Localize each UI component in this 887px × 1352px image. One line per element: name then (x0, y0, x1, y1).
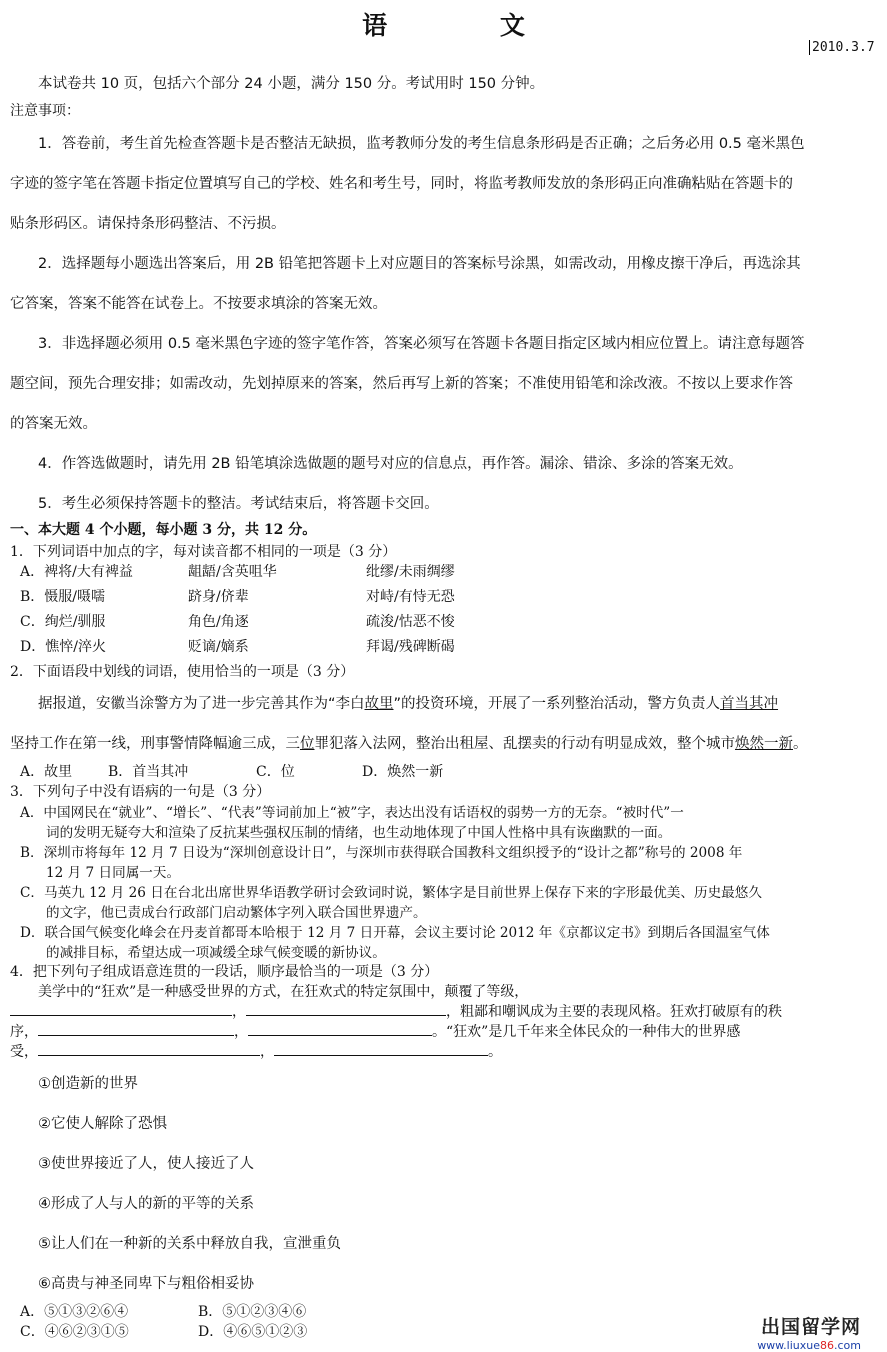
q4-blank (246, 1001, 446, 1016)
exam-date: 2010.3.7 (809, 40, 875, 55)
q1-option-d-1: D．憔悴/淬火 (20, 639, 106, 655)
q1-option-b-3: 对峙/有恃无恐 (366, 589, 455, 605)
q4-text: 序， (10, 1024, 38, 1040)
q4-option-a: A．⑤①③②⑥④ (20, 1304, 129, 1320)
q3-option-a-line-2: 词的发明无疑夸大和渲染了反抗某些强权压制的情绪，也生动地体现了中国人性格中具有诙幽默的一面。 (46, 825, 672, 841)
q3-option-d-line-2: 的减排目标，希望达成一项减缓全球气候变暖的新协议。 (46, 945, 386, 961)
q2-text: 据报道，安徽当涂警方为了进一步完善其作为“李白 (38, 696, 365, 712)
q4-passage-line-4 (10, 1041, 502, 1061)
note-1-line-2: 字迹的签字笔在答题卡指定位置填写自己的学校、姓名和考生号，同时，将监考教师发放的条形码正向准确粘贴在答题卡的 (10, 176, 793, 192)
watermark-url-part: 86 (820, 1339, 834, 1352)
q1-option-a-1: A．裨将/大有裨益 (20, 564, 133, 580)
q2-option-c: C．位 (256, 764, 295, 780)
q3-option-c-line-2: 的文字，他已责成台行政部门启动繁体字列入联合国世界遗产。 (46, 905, 427, 921)
q1-option-c-2: 角色/角逐 (188, 614, 249, 630)
q2-paragraph-line-1 (38, 692, 778, 713)
note-2-line-1: 2．选择题每小题选出答案后，用 2B 铅笔把答题卡上对应题目的答案标号涂黑，如需改动，用橡皮擦干净后，再选涂其 (38, 256, 801, 272)
watermark-url-part: www.liuxue (757, 1339, 820, 1352)
q4-comma: ， (234, 1024, 248, 1040)
note-4-line-1: 4．作答选做题时，请先用 2B 铅笔填涂选做题的题号对应的信息点，再作答。漏涂、错涂、多涂的答案无效。 (38, 456, 743, 472)
q1-option-b-1: B．慑服/嗫嚅 (20, 589, 106, 605)
q4-option-d: D．④⑥⑤①②③ (198, 1324, 308, 1340)
watermark-url (757, 1339, 861, 1352)
page-title: 语 文 (362, 11, 577, 40)
q2-option-b: B．首当其冲 (108, 764, 189, 780)
note-5-line-1: 5．考生必须保持答题卡的整洁。考试结束后，将答题卡交回。 (38, 496, 439, 512)
q4-passage-line-2 (10, 1001, 782, 1021)
q4-blank (38, 1041, 260, 1056)
q2-underlined-word: 首当其冲 (720, 696, 779, 712)
note-3-line-1: 3．非选择题必须用 0.5 毫米黑色字迹的签字笔作答，答案必须写在答题卡各题目指定区域内相应位置上。请注意每题答 (38, 336, 805, 352)
q2-text: 坚持工作在第一线，刑事警情降幅逾三成，三 (10, 736, 300, 752)
note-1-line-3: 贴条形码区。请保持条形码整洁、不污损。 (10, 216, 286, 232)
q1-option-a-2: 龃龉/含英咀华 (188, 564, 277, 580)
q1-option-b-2: 跻身/侪辈 (188, 589, 249, 605)
q4-blank (10, 1001, 232, 1016)
note-2-line-2: 它答案，答案不能答在试卷上。不按要求填涂的答案无效。 (10, 296, 387, 312)
q4-text: 受， (10, 1044, 38, 1060)
q4-option-b: B．⑤①②③④⑥ (198, 1304, 307, 1320)
q4-item-2: ②它使人解除了恐惧 (38, 1116, 167, 1132)
q3-option-b-line-2: 12 月 7 日同属一天。 (46, 865, 181, 881)
q2-underlined-word: 焕然一新 (735, 736, 793, 752)
q2-underlined-word: 位 (300, 736, 315, 752)
q2-text: ”的投资环境，开展了一系列整治活动，警方负责人 (393, 696, 721, 712)
q2-paragraph-line-2 (10, 732, 808, 753)
q4-passage-line-3 (10, 1021, 740, 1041)
q3-option-a-line-1: A．中国网民在“就业”、“增长”、“代表”等词前加上“被”字，表达出没有话语权的弱势一方的无奈。“被时代”一 (20, 805, 684, 821)
q2-option-d: D．焕然一新 (362, 764, 444, 780)
q4-item-3: ③使世界接近了人，使人接近了人 (38, 1156, 254, 1172)
section-1-heading: 一、本大题 4 个小题，每小题 3 分，共 12 分。 (10, 522, 317, 538)
watermark-name: 出国留学网 (760, 1316, 861, 1338)
q4-item-6: ⑥高贵与神圣同卑下与粗俗相妥协 (38, 1276, 254, 1292)
q3-stem: 3．下列句子中没有语病的一句是（3 分） (10, 784, 271, 800)
q4-option-c: C．④⑥②③①⑤ (20, 1324, 129, 1340)
watermark-logo (757, 1312, 861, 1352)
q1-option-a-3: 纰缪/未雨绸缪 (366, 564, 455, 580)
note-3-line-2: 题空间，预先合理安排；如需改动，先划掉原来的答案，然后再写上新的答案；不准使用铅笔和涂改液。不按以上要求作答 (10, 376, 793, 392)
q1-option-d-2: 贬谪/嫡系 (188, 639, 249, 655)
watermark-url-part: .com (834, 1339, 861, 1352)
q1-option-c-1: C．绚烂/驯服 (20, 614, 106, 630)
q2-stem: 2．下面语段中划线的词语，使用恰当的一项是（3 分） (10, 664, 355, 680)
note-3-line-3: 的答案无效。 (10, 416, 97, 432)
q1-stem: 1．下列词语中加点的字，每对读音都不相同的一项是（3 分） (10, 544, 397, 560)
notes-heading: 注意事项： (10, 103, 80, 119)
q1-option-d-3: 拜谒/残碑断碣 (366, 639, 455, 655)
q2-text: 。 (793, 736, 808, 752)
q4-passage-line-1: 美学中的“狂欢”是一种感受世界的方式，在狂欢式的特定氛围中，颠覆了等级， (38, 984, 529, 1000)
q3-option-b-line-1: B．深圳市将每年 12 月 7 日设为“深圳创意设计日”，与深圳市获得联合国教科文组织授予的“设计之都”称号的 2008 年 (20, 845, 743, 861)
q4-item-5: ⑤让人们在一种新的关系中释放自我，宣泄重负 (38, 1236, 341, 1252)
q4-item-4: ④形成了人与人的新的平等的关系 (38, 1196, 254, 1212)
intro-text: 本试卷共 10 页，包括六个部分 24 小题，满分 150 分。考试用时 150 分钟。 (38, 76, 545, 92)
q4-text: ，粗鄙和嘲讽成为主要的表现风格。狂欢打破原有的秩 (446, 1004, 782, 1020)
q4-text: 。“狂欢”是几千年来全体民众的一种伟大的世界感 (432, 1024, 741, 1040)
q4-blank (38, 1021, 234, 1036)
q2-option-a: A．故里 (20, 764, 73, 780)
q3-option-d-line-1: D．联合国气候变化峰会在丹麦首都哥本哈根于 12 月 7 日开幕，会议主要讨论 2012 年《京都议定书》到期后各国温室气体 (20, 925, 770, 941)
q4-text: 。 (488, 1044, 502, 1060)
q3-option-c-line-1: C．马英九 12 月 26 日在台北出席世界华语教学研讨会致词时说，繁体字是目前世界上保存下来的字形最优美、历史最悠久 (20, 885, 762, 901)
q4-blank (248, 1021, 432, 1036)
q2-underlined-word: 故里 (364, 696, 394, 712)
q4-stem: 4．把下列句子组成语意连贯的一段话，顺序最恰当的一项是（3 分） (10, 964, 439, 980)
q4-comma: ， (232, 1004, 246, 1020)
note-1-line-1: 1．答卷前，考生首先检查答题卡是否整洁无缺损，监考教师分发的考生信息条形码是否正确；之后务必用 0.5 毫米黑色 (38, 136, 805, 152)
q4-item-1: ①创造新的世界 (38, 1076, 138, 1092)
q2-text: 罪犯落入法网，整治出租屋、乱摆卖的行动有明显成效，整个城市 (314, 736, 735, 752)
q4-blank (274, 1041, 488, 1056)
q4-comma: ， (260, 1044, 274, 1060)
q1-option-c-3: 疏浚/怙恶不悛 (366, 614, 455, 630)
